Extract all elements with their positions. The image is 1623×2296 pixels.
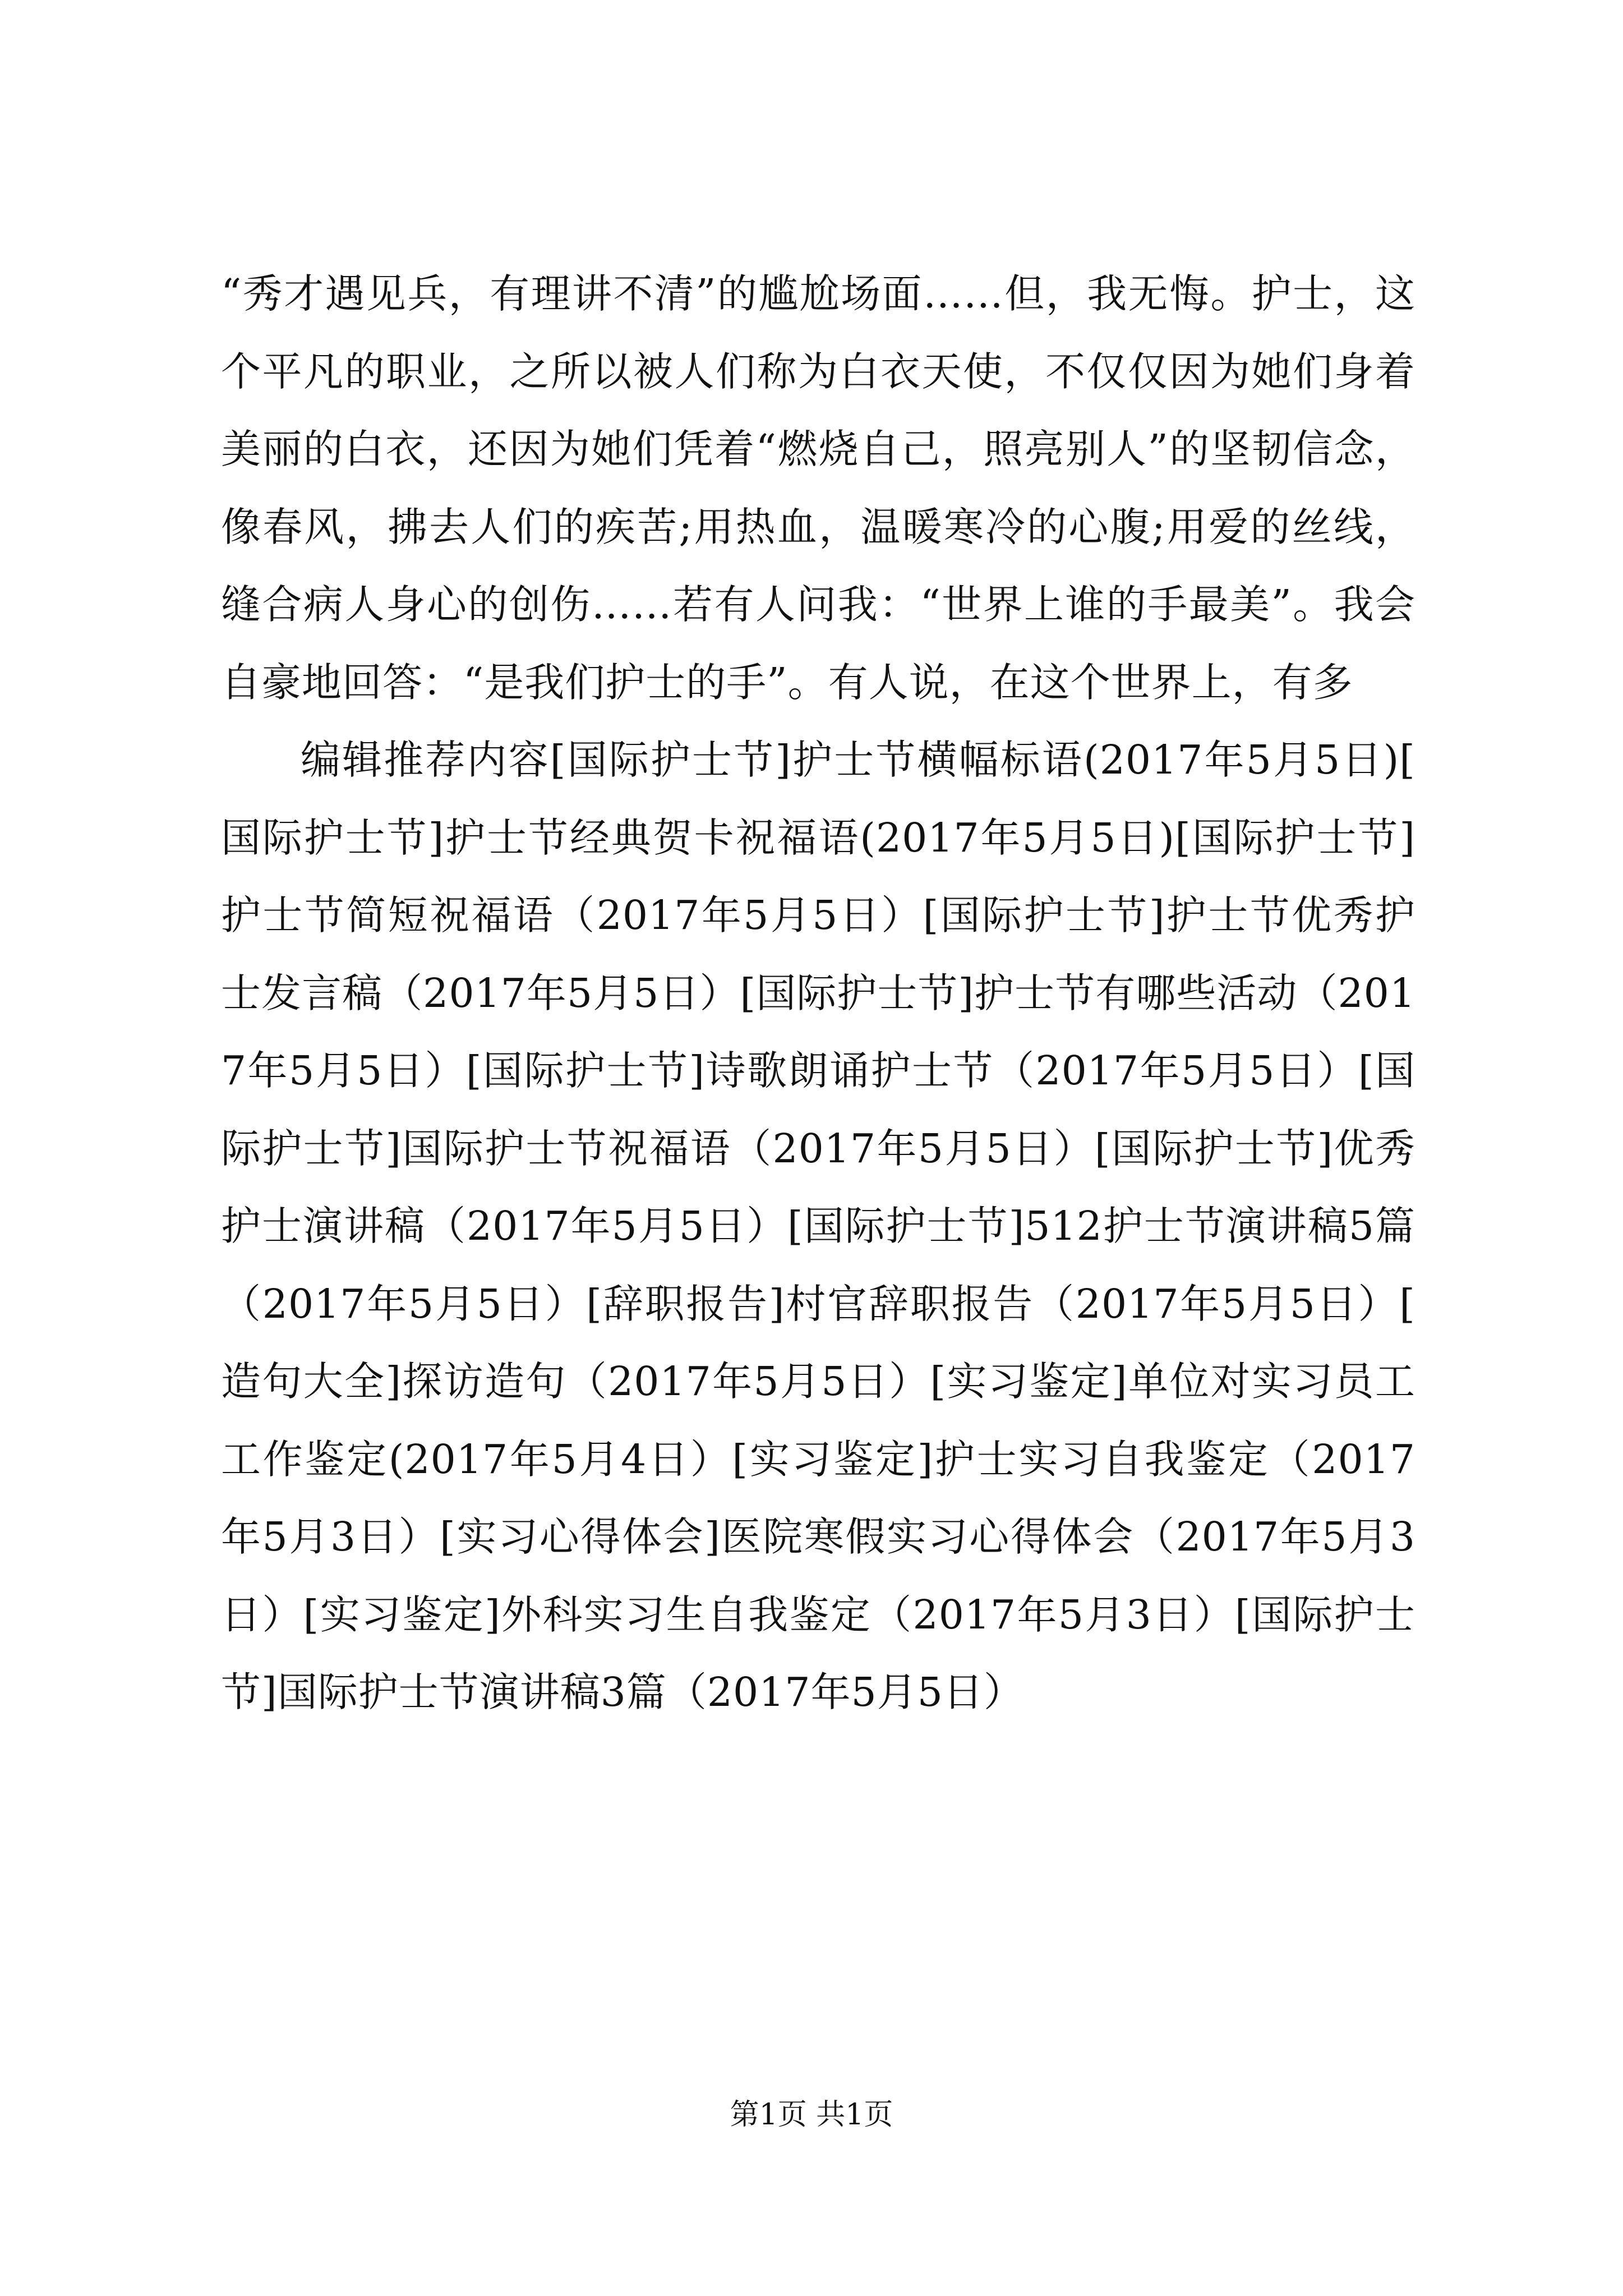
paragraph-continuation: “秀才遇见兵，有理讲不清”的尴尬场面……但，我无悔。护士，这个平凡的职业，之所以被人们称为白衣天使，不仅仅因为她们身着美丽的白衣，还因为她们凭着“燃烧自己，照亮别人”的坚韧信念，像春风，拂去人们的疾苦;用热血，温暖寒冷的心腹;用爱的丝线，缝合病人身心的创伤……若有人问我：“世界上谁的手最美”。我会自豪地回答：“是我们护士的手”。有人说，在这个世界上，有多 bbox=[221, 270, 1415, 706]
paragraph-recommended-content: 编辑推荐内容[国际护士节]护士节横幅标语(2017年5月5日)[国际护士节]护士节经典贺卡祝福语(2017年5月5日)[国际护士节]护士节简短祝福语（2017年5月5日）[国际护士节]护士节优秀护士发言稿（2017年5月5日）[国际护士节]护士节有哪些活动（2017年5月5日）[国际护士节]诗歌朗诵护士节（2017年5月5日）[国际护士节]国际护士节祝福语（2017年5月5日）[国际护士节]优秀护士演讲稿（2017年5月5日）[国际护士节]512护士节演讲稿5篇（2017年5月5日）[辞职报告]村官辞职报告（2017年5月5日）[造句大全]探访造句（2017年5月5日）[实习鉴定]单位对实习员工工作鉴定(2017年5月4日）[实习鉴定]护士实习自我鉴定（2017年5月3日）[实习心得体会]医院寒假实习心得体会（2017年5月3日）[实习鉴定]外科实习生自我鉴定（2017年5月3日）[国际护士节]国际护士节演讲稿3篇（2017年5月5日） bbox=[221, 737, 1415, 1715]
document-body bbox=[221, 255, 1415, 1732]
page-number: 第1页 共1页 bbox=[730, 2098, 893, 2132]
page-footer bbox=[0, 2095, 1623, 2134]
